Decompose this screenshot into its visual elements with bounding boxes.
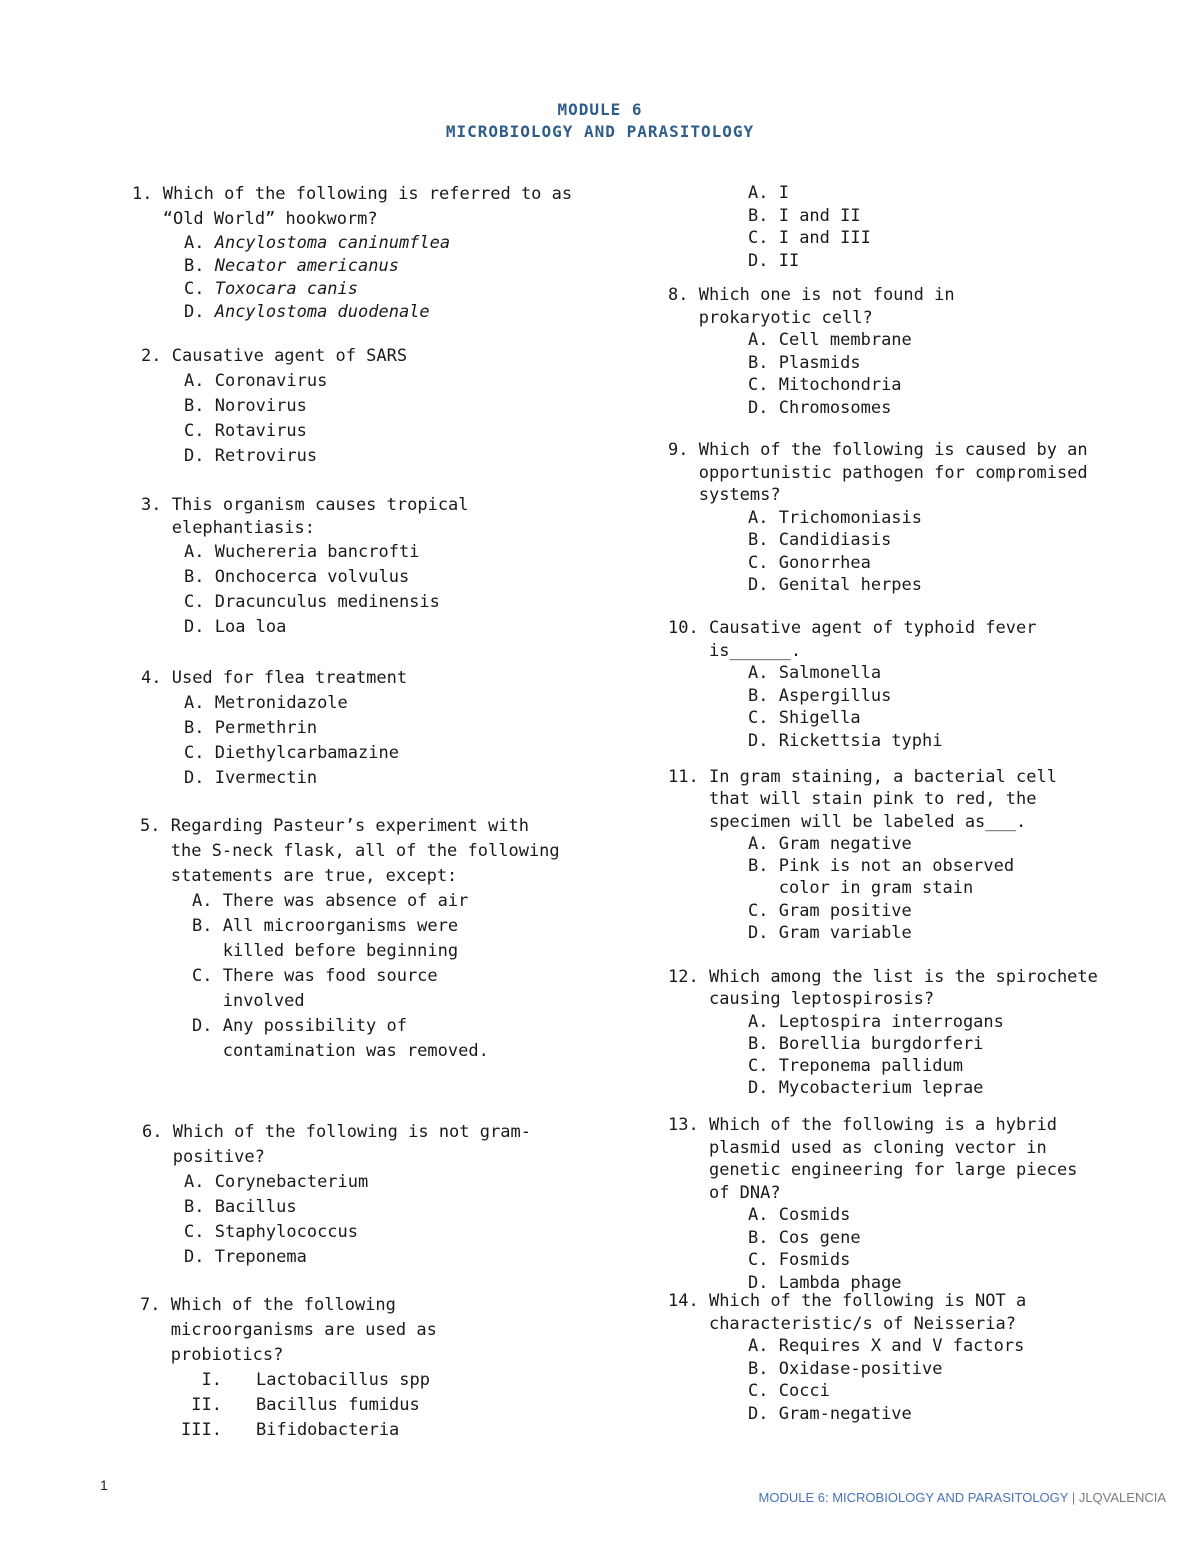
question-text: Which of the following is not gram-positive? (172, 1122, 531, 1167)
option-a: A. Metronidazole (184, 693, 348, 713)
option-c: C. Treponema pallidum (748, 1056, 963, 1077)
option-a: A. Requires X and V factors (748, 1336, 1025, 1356)
option-a: A. Corynebacterium (184, 1172, 369, 1192)
option-c: C. Staphylococcus (184, 1222, 359, 1242)
question-number: 14. (668, 1291, 709, 1311)
option-d: D. Ivermectin (184, 768, 318, 788)
option-a: A. Coronavirus (184, 371, 328, 391)
option-d: D. Lambda phage (748, 1272, 902, 1293)
footer-label (759, 1490, 1166, 1505)
option-a: A. I (748, 183, 789, 203)
question-number: 5. (140, 816, 171, 836)
question-11 (668, 766, 1098, 944)
question-text: Which among the list is the spirochete causing leptospirosis? (708, 967, 1109, 1010)
question-text: Which of the following is a hybrid plasmid used as cloning vector in genetic engineering for large pieces of DNA? (708, 1115, 1088, 1203)
option-d: D. Mycobacterium leprae (748, 1078, 984, 1099)
option-b: B. Oxidase-positive (748, 1358, 943, 1379)
question-7 (140, 1293, 580, 1443)
question-number: 2. (141, 346, 172, 366)
question-number: 6. (142, 1122, 173, 1142)
option-b: B. Aspergillus (748, 685, 892, 706)
option-c: C. Gonorrhea (748, 552, 871, 573)
option-b: B. Bacillus (184, 1197, 297, 1217)
option-b: B. All microorganisms were killed before beginning (192, 916, 469, 961)
question-text: Which of the following is caused by an opportunistic pathogen for compromised systems? (698, 440, 1098, 505)
question-text: In gram staining, a bacterial cell that will stain pink to red, the specimen will be labeled as___. (708, 767, 1068, 832)
option-d: D. Treponema (184, 1247, 307, 1267)
option-a: A. Cosmids (748, 1205, 851, 1225)
option-a: A. Leptospira interrogans (748, 1011, 1004, 1032)
question-5 (140, 814, 580, 1064)
question-text: Which of the following is referred to as “Old World” hookworm? (162, 184, 583, 229)
page-number: 1 (100, 1477, 108, 1493)
option-roman-2: II. Bacillus fumidus (191, 1395, 420, 1415)
question-1 (132, 182, 592, 324)
question-3 (141, 494, 581, 640)
option-c: C. There was food source involved (192, 966, 448, 1011)
option-c: C. Rotavirus (184, 421, 307, 441)
option-c: C. Shigella (748, 708, 861, 728)
option-d: D. Any possibility of contamination was removed. (192, 1016, 489, 1061)
option-b: B. I and II (748, 205, 861, 226)
option-b: B. Candidiasis (748, 530, 892, 550)
option-d: D. II (748, 250, 800, 271)
option-b: B. Pink is not an observed color in gram stain (748, 856, 1025, 899)
question-number: 12. (668, 967, 709, 987)
option-c: C. Dracunculus medinensis (184, 592, 440, 612)
option-a: A. Gram negative (748, 833, 912, 854)
footer-author: | JLQVALENCIA (1068, 1490, 1166, 1505)
question-12 (668, 966, 1109, 1100)
question-number: 10. (668, 618, 709, 638)
option-a: A. Ancylostoma caninumflea (184, 233, 451, 253)
question-text: This organism causes tropical elephantiasis: (171, 495, 479, 538)
option-b: B. Onchocerca volvulus (184, 567, 410, 587)
option-d: D. Ancylostoma duodenale (184, 302, 430, 322)
question-7-choices (748, 182, 1088, 272)
option-d: D. Chromosomes (748, 397, 892, 418)
option-d: D. Genital herpes (748, 575, 923, 595)
question-9 (668, 439, 1098, 597)
option-b: B. Plasmids (748, 352, 861, 373)
question-number: 3. (141, 495, 172, 515)
option-c: C. Cocci (748, 1381, 830, 1401)
option-b: B. Permethrin (184, 718, 318, 738)
question-8 (668, 284, 1098, 419)
question-number: 13. (668, 1115, 709, 1135)
question-number: 1. (132, 184, 163, 204)
question-text: Which one is not found in prokaryotic cell? (698, 285, 965, 328)
question-number: 8. (668, 285, 699, 305)
question-4 (141, 666, 581, 791)
option-d: D. Gram variable (748, 923, 912, 944)
option-a: A. Wuchereria bancrofti (184, 542, 420, 562)
question-text: Causative agent of SARS (171, 346, 408, 366)
option-c: C. Fosmids (748, 1250, 851, 1270)
option-b: B. Necator americanus (184, 256, 399, 276)
option-b: B. Borellia burgdorferi (748, 1033, 984, 1054)
option-c: C. I and III (748, 228, 871, 248)
option-c: C. Gram positive (748, 900, 912, 921)
question-number: 11. (668, 767, 709, 787)
question-number: 7. (140, 1295, 171, 1315)
footer-module: MODULE 6: MICROBIOLOGY AND PARASITOLOGY (758, 1490, 1069, 1505)
option-roman-1: I. Lactobacillus spp (201, 1370, 430, 1390)
option-a: A. Salmonella (748, 663, 882, 683)
option-d: D. Loa loa (184, 617, 287, 637)
option-a: A. Trichomoniasis (748, 507, 923, 528)
option-b: B. Cos gene (748, 1227, 861, 1248)
option-d: D. Gram-negative (748, 1403, 912, 1424)
option-d: D. Retrovirus (184, 446, 318, 466)
option-d: D. Rickettsia typhi (748, 730, 943, 751)
question-text: Which of the following microorganisms are used as probiotics? (170, 1295, 448, 1365)
option-c: C. Toxocara canis (184, 279, 359, 299)
option-c: C. Mitochondria (748, 375, 902, 395)
question-13 (668, 1114, 1098, 1294)
option-a: A. Cell membrane (748, 330, 912, 350)
question-2 (141, 344, 581, 469)
question-6 (142, 1120, 582, 1270)
question-number: 9. (668, 440, 699, 460)
question-number: 4. (141, 668, 172, 688)
option-b: B. Norovirus (184, 396, 307, 416)
option-c: C. Diethylcarbamazine (184, 743, 399, 763)
question-text: Which of the following is NOT a characteristic/s of Neisseria? (708, 1291, 1037, 1334)
question-14 (668, 1290, 1098, 1425)
option-a: A. There was absence of air (192, 891, 469, 911)
question-text: Used for flea treatment (171, 668, 408, 688)
module-number: MODULE 6 (557, 100, 643, 119)
question-10 (668, 617, 1098, 752)
question-text: Regarding Pasteur’s experiment with the S-neck flask, all of the following statements are true, except: (170, 816, 570, 886)
module-title: MICROBIOLOGY AND PARASITOLOGY (445, 122, 755, 141)
option-roman-3: III. Bifidobacteria (181, 1420, 400, 1440)
question-text: Causative agent of typhoid fever is______. (708, 618, 1047, 661)
